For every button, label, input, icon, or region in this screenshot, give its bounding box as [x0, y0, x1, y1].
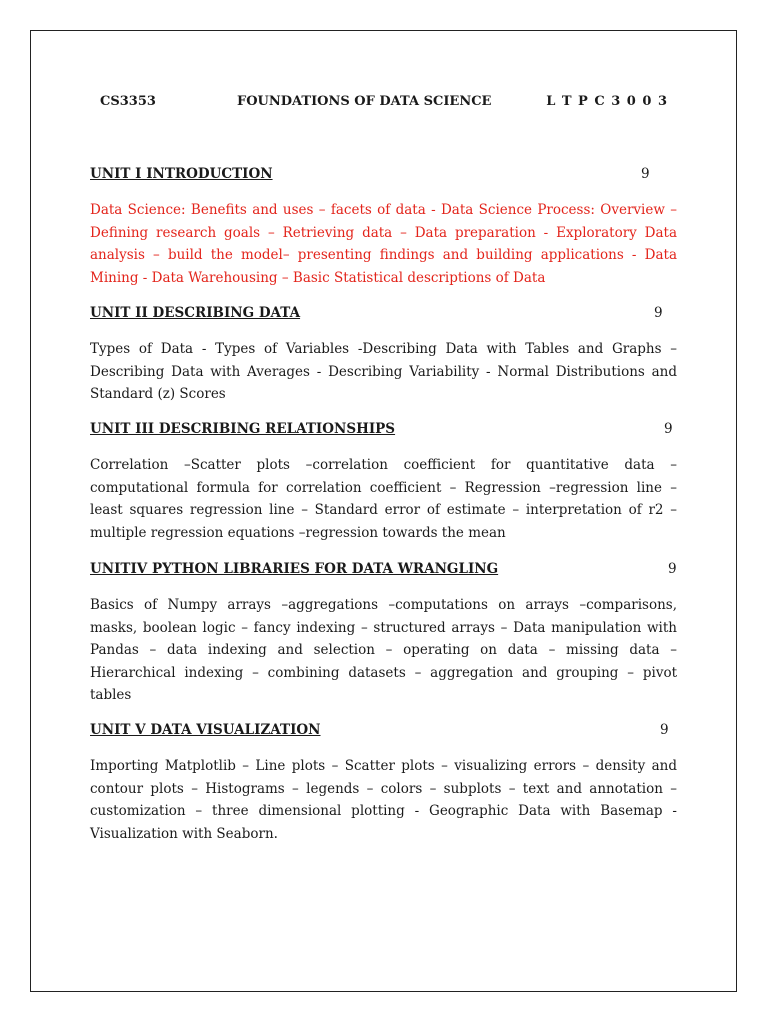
unit-5-hours: 9	[660, 722, 669, 738]
unit-4-heading	[90, 561, 680, 581]
course-ltpc: L T P C 3 0 0 3	[546, 94, 668, 109]
unit-4-title: UNITIV PYTHON LIBRARIES FOR DATA WRANGLING	[90, 561, 499, 577]
unit-3-content: Correlation –Scatter plots –correlation coefficient for quantitative data – computational formula for correlation coefficient – Regression –regression line – least squares regression line – Standard error of estimate – interpretation of r2 – multiple regression equations –regression towards the mean	[90, 457, 677, 541]
unit-3-heading	[90, 421, 675, 441]
unit-2-hours: 9	[654, 305, 663, 321]
unit-2-heading	[90, 305, 665, 325]
unit-4-content: Basics of Numpy arrays –aggregations –computations on arrays –comparisons, masks, boolean logic – fancy indexing – structured arrays – Data manipulation with Pandas – data indexing and selection – operating on data – missing data – Hierarchical indexing – combining datasets – aggregation and grouping – pivot tables	[90, 597, 677, 704]
unit-1-content: Data Science: Benefits and uses – facets of data - Data Science Process: Overview – Defining research goals – Retrieving data – Data preparation - Exploratory Data analysis – build the model– presenting findings and building applications - Data Mining - Data Warehousing – Basic Statistical descriptions of Data	[90, 202, 677, 286]
course-code: CS3353	[100, 94, 156, 109]
unit-5-title: UNIT V DATA VISUALIZATION	[90, 722, 321, 738]
unit-5-heading	[90, 722, 675, 742]
unit-4-hours: 9	[668, 561, 677, 577]
unit-1-heading	[90, 166, 650, 186]
course-title: FOUNDATIONS OF DATA SCIENCE	[237, 94, 492, 109]
unit-2-title: UNIT II DESCRIBING DATA	[90, 305, 301, 321]
course-header	[100, 94, 668, 116]
unit-3-title: UNIT III DESCRIBING RELATIONSHIPS	[90, 421, 396, 437]
unit-1-title: UNIT I INTRODUCTION	[90, 166, 273, 182]
unit-5-content: Importing Matplotlib – Line plots – Scatter plots – visualizing errors – density and contour plots – Histograms – legends – colors – subplots – text and annotation – customization – three dimensional plotting - Geographic Data with Basemap - Visualization with Seaborn.	[90, 758, 677, 842]
unit-1-hours: 9	[641, 166, 650, 182]
unit-3-hours: 9	[664, 421, 673, 437]
unit-2-content: Types of Data - Types of Variables -Describing Data with Tables and Graphs – Describing Data with Averages - Describing Variability - Normal Distributions and Standard (z) Scores	[90, 341, 677, 403]
